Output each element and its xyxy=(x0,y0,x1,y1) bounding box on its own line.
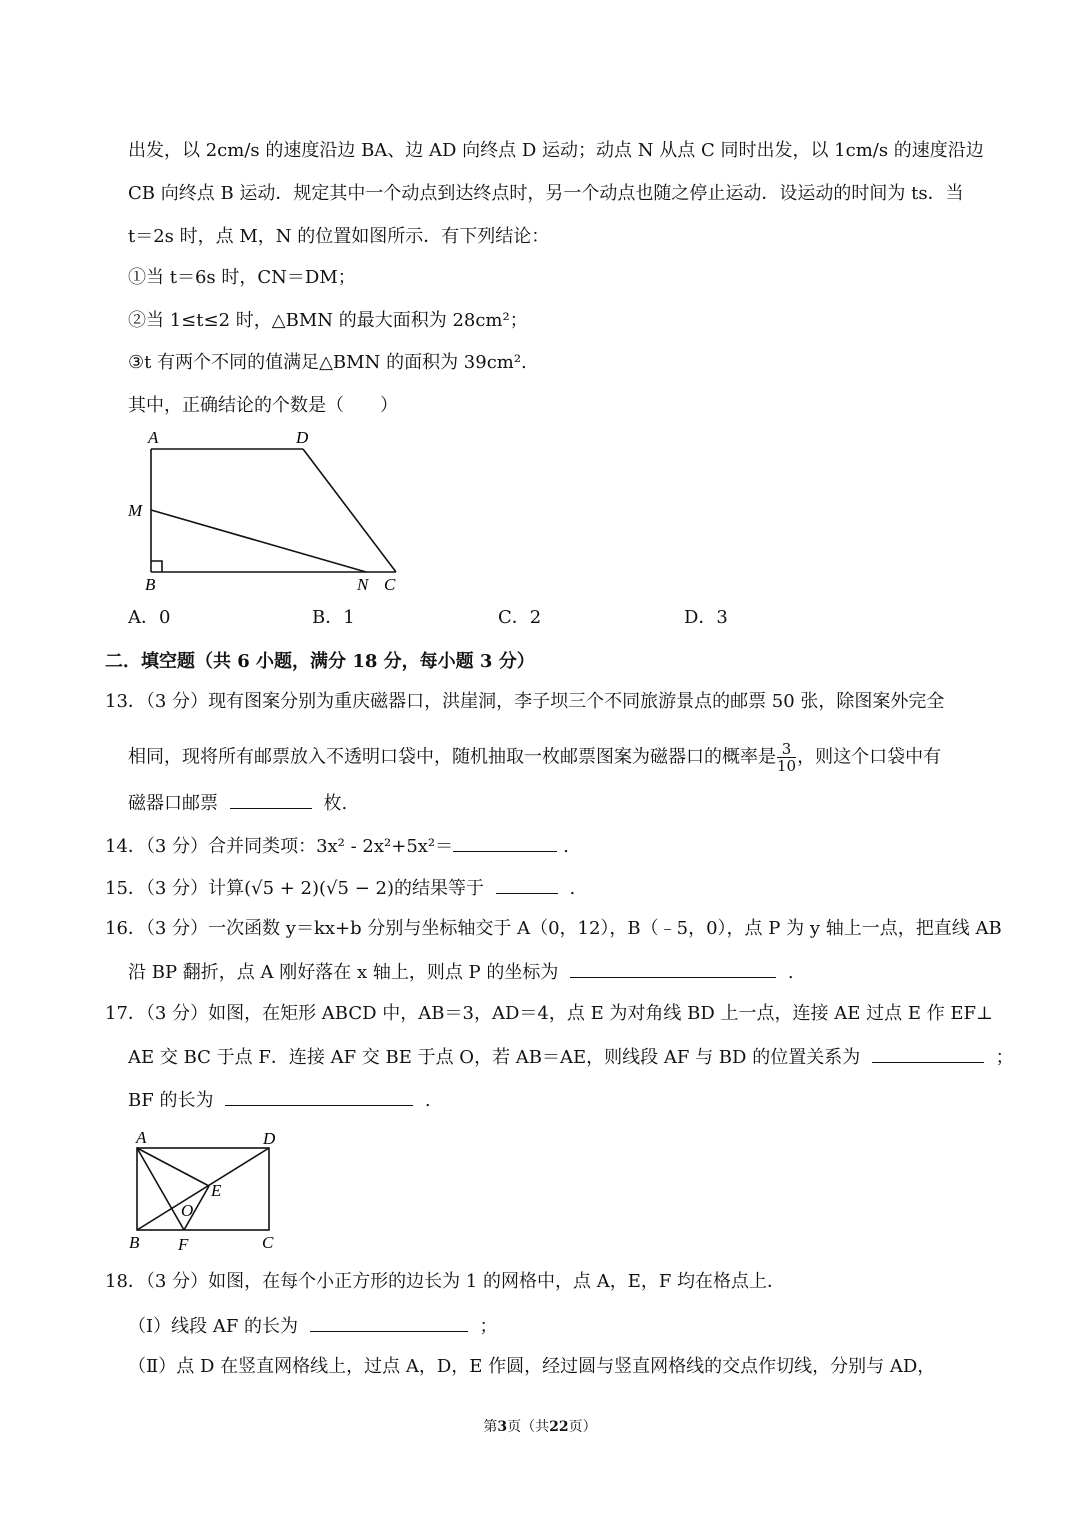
q17-answer-blank-2[interactable] xyxy=(225,1087,413,1106)
q14-text: 14．（3 分）合并同类项：3x² - 2x²+5x²＝ xyxy=(105,836,454,857)
q12-option-c: C．2 xyxy=(498,607,542,628)
footer-pre: 第 xyxy=(483,1419,498,1435)
label-F: F xyxy=(178,1235,189,1254)
q12-statement-3: ③t 有两个不同的值满足△BMN 的面积为 39cm². xyxy=(128,352,527,373)
q18-part1-end: ； xyxy=(479,1316,498,1337)
q12-question: 其中，正确结论的个数是（ ） xyxy=(128,395,398,416)
q13-line3 xyxy=(128,790,347,816)
page-footer xyxy=(0,1416,1080,1436)
q12-option-a: A．0 xyxy=(128,607,171,628)
q15-answer-blank[interactable] xyxy=(496,875,558,894)
label-N: N xyxy=(357,575,369,594)
footer-post: 页） xyxy=(568,1419,597,1435)
q18-part2: （Ⅱ）点 D 在竖直网格线上，过点 A，D，E 作圆，经过圆与竖直网格线的交点作切线，分别与 AD， xyxy=(128,1356,936,1377)
label-C: C xyxy=(262,1233,274,1252)
q17-line3 xyxy=(128,1087,431,1113)
q16-text: 沿 BP 翻折，点 A 刚好落在 x 轴上，则点 P 的坐标为 xyxy=(128,962,559,983)
label-A: A xyxy=(136,1128,147,1147)
label-B: B xyxy=(145,575,156,594)
q15-end: . xyxy=(569,878,576,899)
q12-option-b: B．1 xyxy=(312,607,355,628)
q14-answer-blank[interactable] xyxy=(453,833,557,852)
label-B: B xyxy=(129,1233,140,1252)
q16-line2 xyxy=(128,959,794,985)
q13-line2-text: 相同，现将所有邮票放入不透明口袋中，随机抽取一枚邮票图案为磁器口的概率是 xyxy=(128,746,776,768)
q13-answer-blank[interactable] xyxy=(230,790,312,809)
label-A: A xyxy=(148,428,159,447)
q13-line3-end: 枚. xyxy=(323,793,348,814)
q13-fraction-numerator: 3 xyxy=(777,741,796,758)
q18-part1 xyxy=(128,1313,498,1339)
footer-mid: 页（共 xyxy=(507,1419,550,1435)
q12-option-d: D．3 xyxy=(684,607,728,628)
q12-statement-1: ①当 t＝6s 时，CN＝DM； xyxy=(128,267,356,288)
label-M: M xyxy=(128,501,143,520)
q17-line2-text: AE 交 BC 于点 F．连接 AF 交 BE 于点 O，若 AB＝AE，则线段 AF 与 BD 的位置关系为 xyxy=(128,1047,861,1068)
q14-line xyxy=(105,833,569,859)
q17-line3-text: BF 的长为 xyxy=(128,1090,214,1111)
q17-answer-blank-1[interactable] xyxy=(872,1044,984,1063)
q12-line2: CB 向终点 B 运动．规定其中一个动点到达终点时，另一个动点也随之停止运动．设运动的时间为 ts．当 xyxy=(128,183,964,204)
q13-line3-text: 磁器口邮票 xyxy=(128,793,218,814)
section-heading: 二．填空题（共 6 小题，满分 18 分，每小题 3 分） xyxy=(105,651,535,672)
q17-line3-end: . xyxy=(424,1090,431,1111)
q12-trapezoid-figure xyxy=(120,422,420,597)
q13-fraction-denominator: 10 xyxy=(777,757,797,775)
q18-part1-text: （Ⅰ）线段 AF 的长为 xyxy=(128,1316,299,1337)
label-C: C xyxy=(384,575,396,594)
label-D: D xyxy=(263,1129,276,1148)
q17-rectangle-figure xyxy=(120,1124,290,1258)
label-O: O xyxy=(181,1201,194,1220)
q16-answer-blank[interactable] xyxy=(570,959,776,978)
footer-total-pages: 22 xyxy=(549,1419,569,1435)
q15-line xyxy=(105,875,575,901)
q13-line1: 13．（3 分）现有图案分别为重庆磁器口，洪崖洞，李子坝三个不同旅游景点的邮票 50 张，除图案外完全 xyxy=(105,691,945,712)
q12-line1: 出发，以 2cm/s 的速度沿边 BA、边 AD 向终点 D 运动；动点 N 从点 C 同时出发，以 1cm/s 的速度沿边 xyxy=(128,140,984,161)
q18-line1: 18．（3 分）如图，在每个小正方形的边长为 1 的网格中，点 A，E，F 均在格点上． xyxy=(105,1271,786,1292)
footer-page-number: 3 xyxy=(497,1419,508,1435)
q16-line1: 16．（3 分）一次函数 y＝kx+b 分别与坐标轴交于 A（0，12），B（﹣5，0），点 P 为 y 轴上一点，把直线 AB xyxy=(105,918,1002,939)
label-E: E xyxy=(211,1181,222,1200)
q13-line2 xyxy=(128,741,941,774)
q12-line3: t＝2s 时，点 M，N 的位置如图所示．有下列结论： xyxy=(128,226,550,247)
q17-line1: 17．（3 分）如图，在矩形 ABCD 中，AB＝3，AD＝4，点 E 为对角线 BD 上一点，连接 AE 过点 E 作 EF⊥ xyxy=(105,1003,993,1024)
q17-line2 xyxy=(128,1044,1014,1070)
q17-line2-end: ； xyxy=(995,1047,1014,1068)
q18-answer-blank[interactable] xyxy=(310,1313,468,1332)
q16-end: . xyxy=(787,962,794,983)
q13-line2-tail: ，则这个口袋中有 xyxy=(797,746,942,768)
q13-fraction xyxy=(777,741,796,774)
q14-end: . xyxy=(563,836,569,857)
q12-statement-2: ②当 1≤t≤2 时，△BMN 的最大面积为 28cm²； xyxy=(128,310,528,331)
label-D: D xyxy=(296,428,309,447)
q15-text: 15．（3 分）计算(√5 + 2)(√5 − 2)的结果等于 xyxy=(105,878,484,899)
